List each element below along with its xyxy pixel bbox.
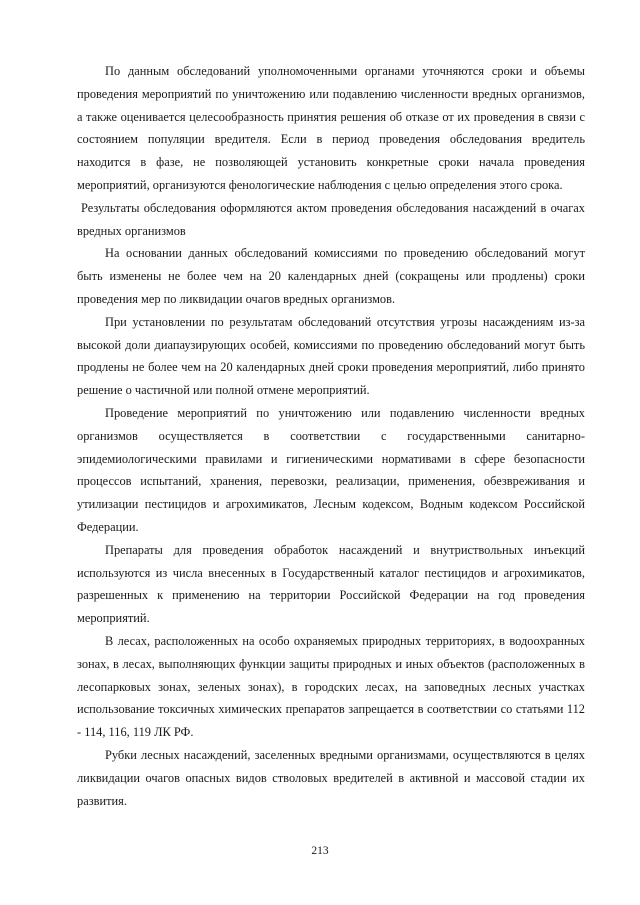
paragraph-deadline-change: На основании данных обследований комиссиями по проведению обследований могут быть изменены не более чем на 20 календарных дней (сокращены или продлены) сроки проведения мер по ликвидации очагов вредных организмов. [77,246,585,306]
paragraph-sanitary-felling: Рубки лесных насаждений, заселенных вредными организмами, осуществляются в целях ликвидации очагов опасных видов стволовых вредителей в активной и массовой стадии их развития. [77,747,585,808]
paragraph-preparations: Препараты для проведения обработок насаждений и внутриствольных инъекций используются из числа внесенных в Государственный каталог пестицидов и агрохимикатов, разрешенных к применению на территории Российской Федерации на год проведения мероприятий. [77,542,585,626]
paragraph-survey-act: Результаты обследования оформляются актом проведения обследования насаждений в очагах вредных организмов [77,200,585,238]
paragraph-regulations: Проведение мероприятий по уничтожению или подавлению численности вредных организмов осуществляется в соответствии с государственными санитарно-эпидемиологическими правилами и гигиеническими нормативами в сфере безопасности процессов испытаний, хранения, перевозки, реализации, применения, обезвреживания и утилизации пестицидов и агрохимикатов, Лесным кодексом, Водным кодексом Российской Федерации. [77,405,585,534]
body-text [77,60,585,812]
paragraph-survey-results: По данным обследований уполномоченными органами уточняются сроки и объемы проведения мероприятий по уничтожению или подавлению численности вредных организмов, а также оценивается целесообразность принятия решения об отказе от их проведения в связи с состоянием популяции вредителя. Если в период проведения обследования вредитель находится в фазе, не позволяющей установить конкретные сроки начала проведения мероприятий, организуются фенологические наблюдения с целью определения этого срока. [77,64,585,192]
page-number: 213 [311,845,329,857]
paragraph-no-threat: При установлении по результатам обследований отсутствия угрозы насаждениям из-за высокой доли диапаузирующих особей, комиссиями по проведению обследований могут быть продлены не более чем на 20 календарных дней сроки проведения мероприятий, либо принято решение о частичной или полной отмене мероприятий. [77,314,585,398]
paragraph-protected-areas: В лесах, расположенных на особо охраняемых природных территориях, в водоохранных зонах, в лесах, выполняющих функции защиты природных и иных объектов (расположенных в лесопарковых зонах, зеленых зонах), в городских лесах, на заповедных лесных участках использование токсичных химических препаратов запрещается в соответствии со статьями 112 - 114, 116, 119 ЛК РФ. [77,633,585,740]
